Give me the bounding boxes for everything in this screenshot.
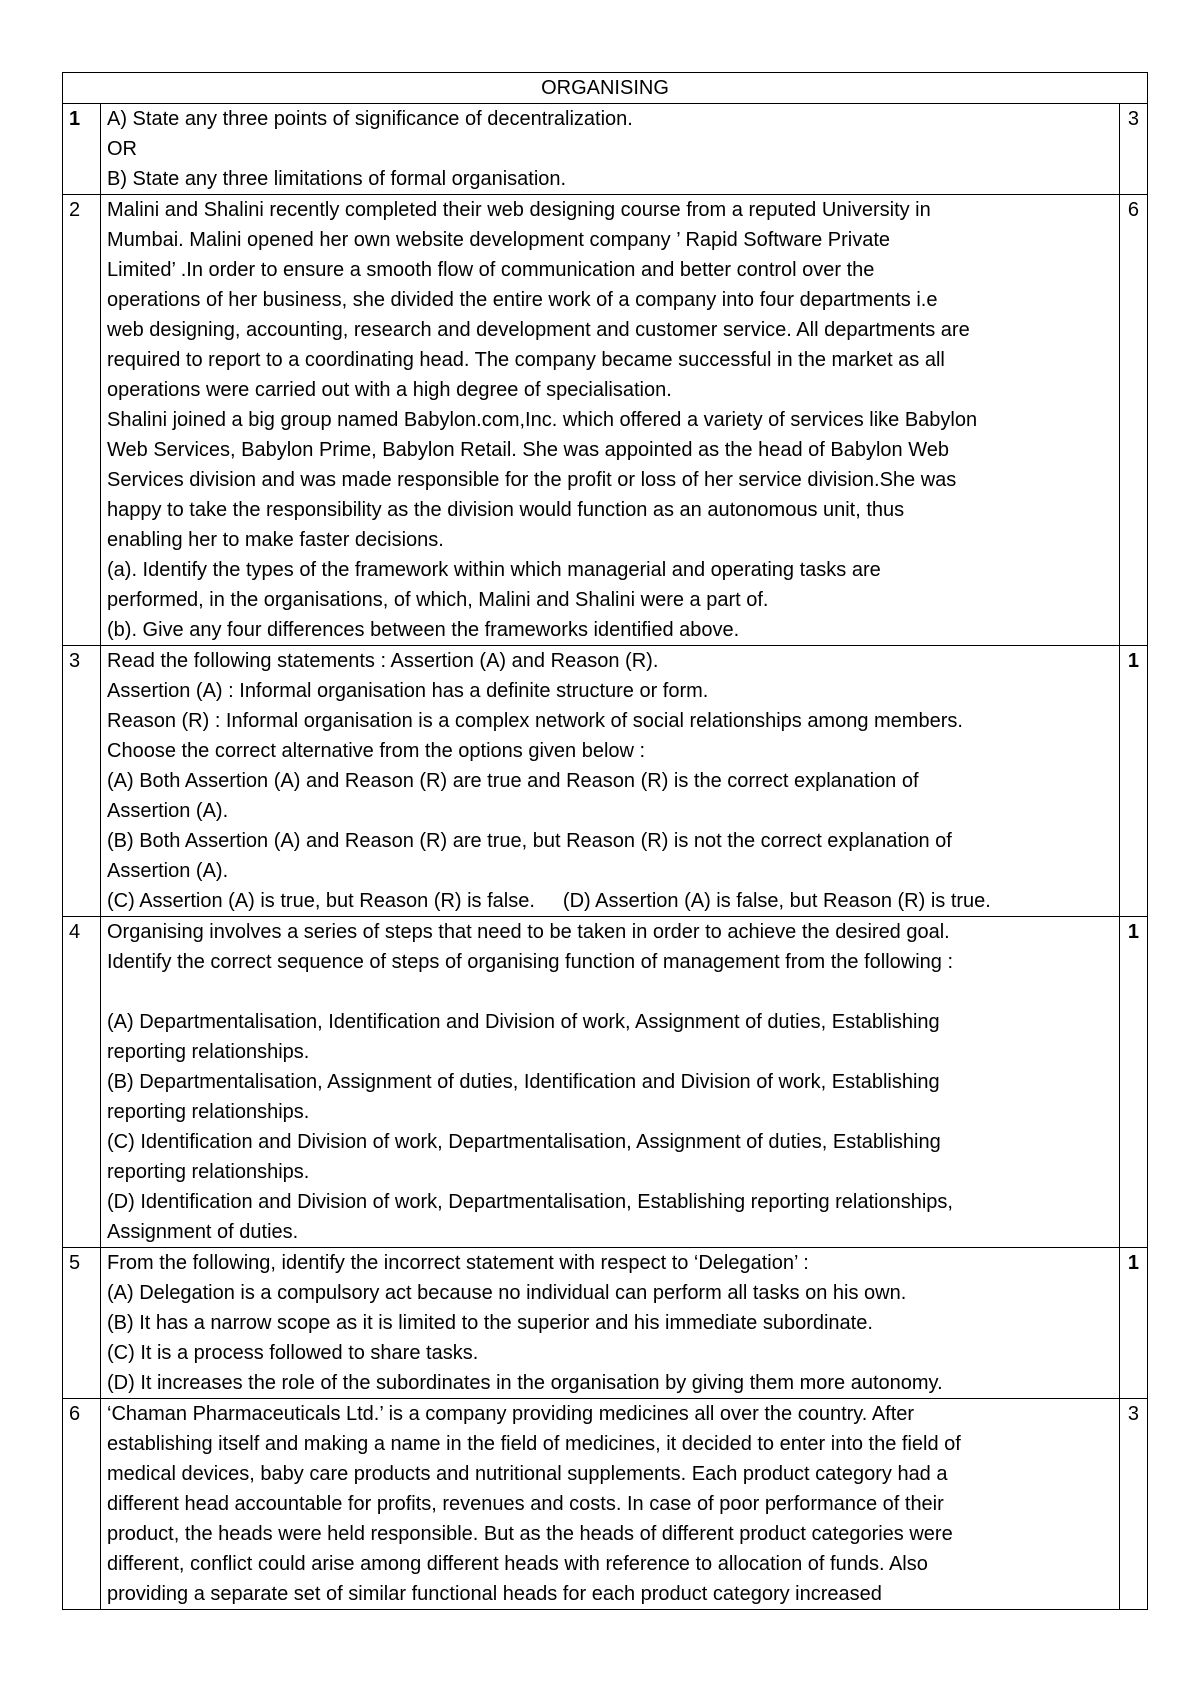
question-row-2 [63,195,1148,646]
question-line: different, conflict could arise among different heads with reference to allocation of funds. Also [107,1553,928,1575]
question-text [101,917,1120,1248]
question-line: Organising involves a series of steps that need to be taken in order to achieve the desired goal. [107,921,950,943]
question-line: enabling her to make faster decisions. [107,529,444,551]
question-line: Assertion (A). [107,860,229,882]
question-line: A) State any three points of significance of decentralization. [107,108,633,130]
question-line: (C) Identification and Division of work, Departmentalisation, Assignment of duties, Establishing [107,1131,941,1153]
question-line: Reason (R) : Informal organisation is a complex network of social relationships among members. [107,710,963,732]
question-number: 1 [63,104,101,195]
question-line: operations of her business, she divided the entire work of a company into four departments i.e [107,289,938,311]
question-line: ‘Chaman Pharmaceuticals Ltd.’ is a company providing medicines all over the country. After [107,1403,915,1425]
question-marks: 1 [1119,917,1147,1248]
question-marks: 1 [1119,646,1147,917]
question-line: product, the heads were held responsible. But as the heads of different product categories were [107,1523,953,1545]
question-line: providing a separate set of similar functional heads for each product category increased [107,1583,882,1605]
option-c: (C) Assertion (A) is true, but Reason (R) is false. [107,890,535,912]
question-line: establishing itself and making a name in the field of medicines, it decided to enter into the field of [107,1433,961,1455]
question-line: performed, in the organisations, of which, Malini and Shalini were a part of. [107,589,769,611]
question-line: reporting relationships. [107,1161,310,1183]
question-text [101,1399,1120,1610]
question-line: Choose the correct alternative from the options given below : [107,740,646,762]
question-text [101,195,1120,646]
question-marks: 3 [1119,1399,1147,1610]
question-line: (C) It is a process followed to share tasks. [107,1342,479,1364]
question-line: Shalini joined a big group named Babylon.com,Inc. which offered a variety of services like Babylon [107,409,978,431]
question-number: 4 [63,917,101,1248]
question-line: happy to take the responsibility as the division would function as an autonomous unit, thus [107,499,905,521]
question-line: (B) Both Assertion (A) and Reason (R) are true, but Reason (R) is not the correct explanation of [107,830,952,852]
question-line: (b). Give any four differences between the frameworks identified above. [107,619,740,641]
question-marks: 1 [1119,1248,1147,1399]
question-line: From the following, identify the incorrect statement with respect to ‘Delegation’ : [107,1252,809,1274]
question-line: reporting relationships. [107,1101,310,1123]
question-row-3 [63,646,1148,917]
option-d: (D) Assertion (A) is false, but Reason (R) is true. [562,890,991,912]
question-row-1 [63,104,1148,195]
question-marks: 3 [1119,104,1147,195]
question-text [101,1248,1120,1399]
question-marks: 6 [1119,195,1147,646]
question-line: Assignment of duties. [107,1221,299,1243]
question-line: Limited’ .In order to ensure a smooth flow of communication and better control over the [107,259,875,281]
question-number: 2 [63,195,101,646]
question-line: Assertion (A) : Informal organisation has a definite structure or form. [107,680,709,702]
question-line: (A) Departmentalisation, Identification and Division of work, Assignment of duties, Establishing [107,1011,940,1033]
question-line: OR [107,138,137,160]
question-number: 5 [63,1248,101,1399]
question-line: operations were carried out with a high degree of specialisation. [107,379,672,401]
question-line: (a). Identify the types of the framework within which managerial and operating tasks are [107,559,881,581]
question-line: B) State any three limitations of formal organisation. [107,168,567,190]
blank-line [107,977,1113,1007]
question-line: Mumbai. Malini opened her own website development company ’ Rapid Software Private [107,229,890,251]
question-line: (A) Delegation is a compulsory act because no individual can perform all tasks on his own. [107,1282,907,1304]
option-pair [107,886,1113,916]
question-line: (B) Departmentalisation, Assignment of duties, Identification and Division of work, Establishing [107,1071,940,1093]
question-line: (D) It increases the role of the subordinates in the organisation by giving them more autonomy. [107,1372,943,1394]
question-line: reporting relationships. [107,1041,310,1063]
question-text [101,646,1120,917]
question-line: (D) Identification and Division of work, Departmentalisation, Establishing reporting relationships, [107,1191,953,1213]
question-row-5 [63,1248,1148,1399]
question-line: Assertion (A). [107,800,229,822]
question-line: (B) It has a narrow scope as it is limited to the superior and his immediate subordinate. [107,1312,873,1334]
question-line: Malini and Shalini recently completed their web designing course from a reputed University in [107,199,931,221]
question-row-6 [63,1399,1148,1610]
question-line: Read the following statements : Assertion (A) and Reason (R). [107,650,659,672]
question-table [62,72,1148,1610]
question-number: 3 [63,646,101,917]
question-number: 6 [63,1399,101,1610]
page-title: ORGANISING [63,73,1148,104]
question-line: web designing, accounting, research and development and customer service. All departments are [107,319,970,341]
question-line: medical devices, baby care products and nutritional supplements. Each product category had a [107,1463,948,1485]
title-row [63,73,1148,104]
question-line: Web Services, Babylon Prime, Babylon Retail. She was appointed as the head of Babylon Web [107,439,949,461]
question-line: (A) Both Assertion (A) and Reason (R) are true and Reason (R) is the correct explanation of [107,770,919,792]
question-line: Identify the correct sequence of steps of organising function of management from the following : [107,951,954,973]
question-text [101,104,1120,195]
question-row-4 [63,917,1148,1248]
question-line: different head accountable for profits, revenues and costs. In case of poor performance of their [107,1493,944,1515]
question-line: required to report to a coordinating head. The company became successful in the market as all [107,349,945,371]
question-line: Services division and was made responsible for the profit or loss of her service division.She was [107,469,957,491]
